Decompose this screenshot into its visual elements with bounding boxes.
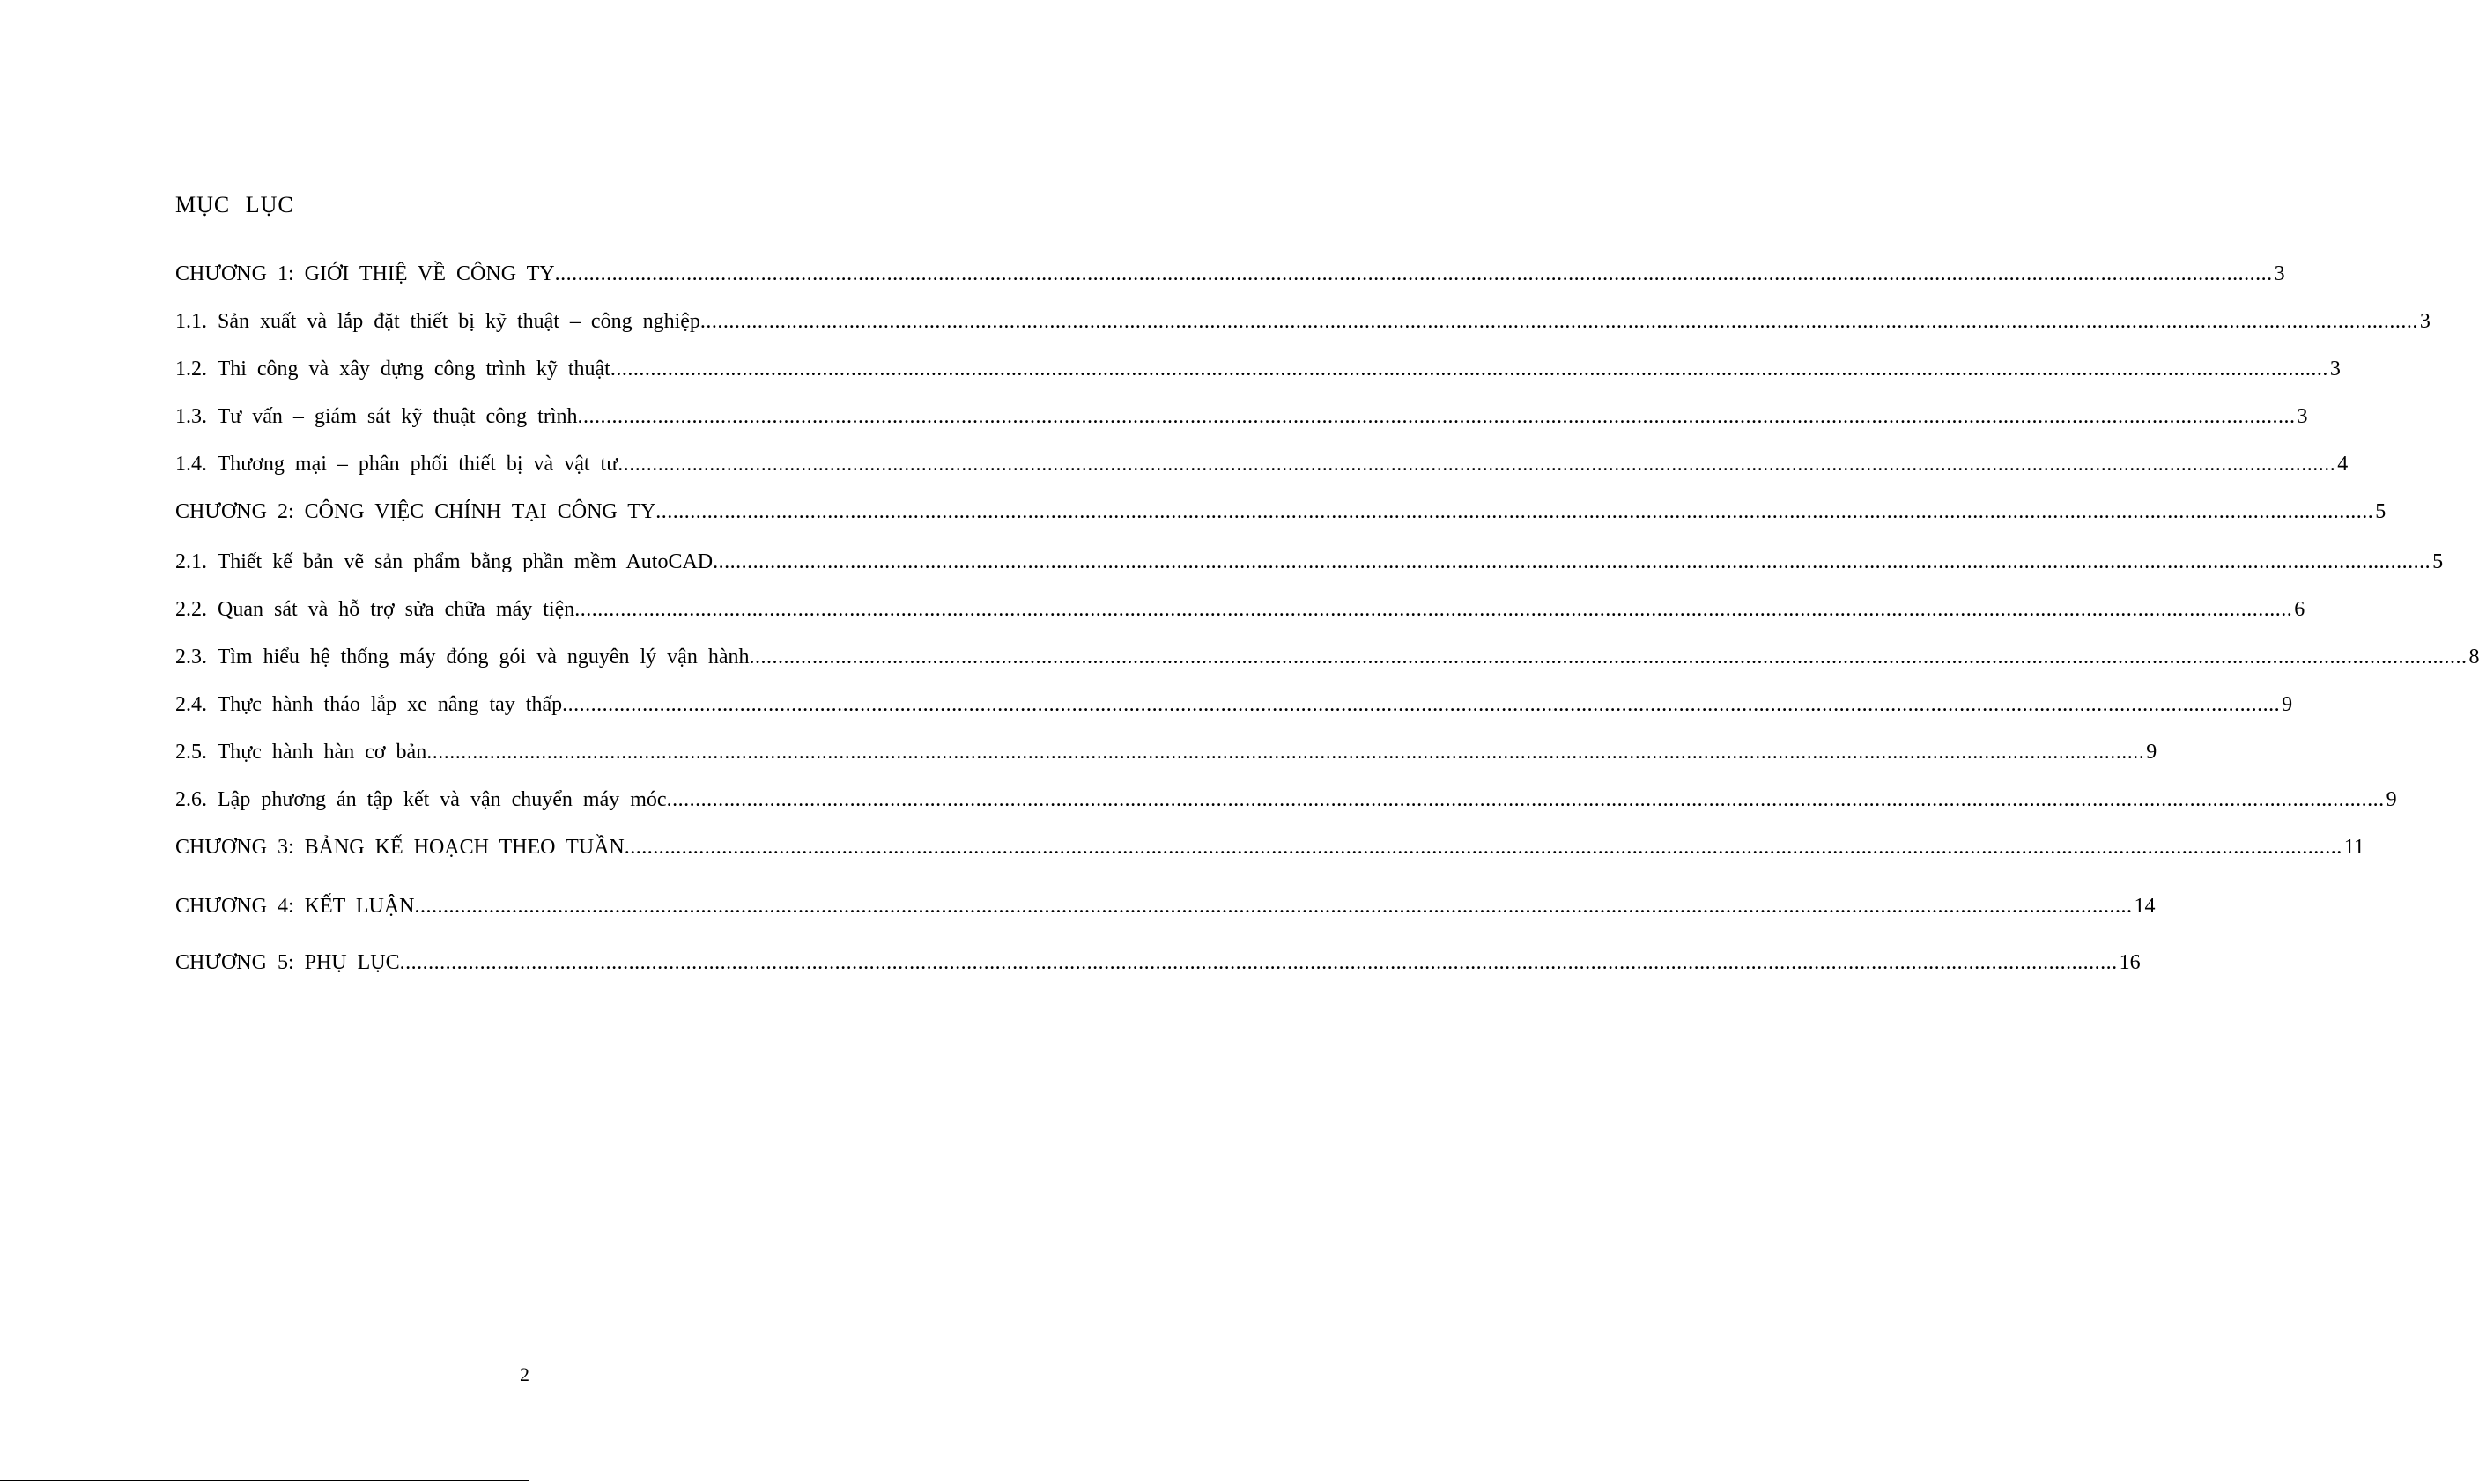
footer-divider <box>0 1480 529 1481</box>
toc-entry[interactable] <box>175 836 2364 864</box>
toc-leader-dots: ............................................................................................................................................................................................................................................................................................................ <box>414 895 2133 918</box>
toc-entry-page: 6 <box>2294 598 2305 621</box>
toc-entry[interactable] <box>175 895 2156 923</box>
toc-entry-text: 2.4. Thực hành tháo lắp xe nâng tay thấp <box>175 693 563 716</box>
toc-entry-page: 4 <box>2337 453 2349 476</box>
toc-leader-dots: ............................................................................................................................................................................................................................................................................................................ <box>574 598 2293 621</box>
toc-entry-text: 2.6. Lập phương án tập kết và vận chuyển máy móc <box>175 788 667 811</box>
toc-entry-page: 5 <box>2375 500 2386 523</box>
toc-title: MỤC LỤC <box>175 192 294 218</box>
toc-entry-text: CHƯƠNG 4: KẾT LUẬN <box>175 895 415 918</box>
toc-entry-text: 1.4. Thương mại – phân phối thiết bị và vật tư <box>175 453 618 476</box>
toc-entry-page: 8 <box>2468 646 2479 668</box>
toc-entry-page: 14 <box>2134 895 2156 918</box>
page-number: 2 <box>520 1363 529 1385</box>
toc-entry[interactable] <box>175 310 2431 338</box>
toc-entry[interactable] <box>175 741 2157 769</box>
toc-entry-page: 9 <box>2282 693 2293 716</box>
toc-entry-page: 9 <box>2146 741 2157 764</box>
toc-entry-page: 3 <box>2274 262 2285 285</box>
toc-entry[interactable] <box>175 358 2341 386</box>
toc-leader-dots: ............................................................................................................................................................................................................................................................................................................ <box>713 550 2431 573</box>
toc-entry[interactable] <box>175 951 2141 979</box>
toc-leader-dots: ............................................................................................................................................................................................................................................................................................................ <box>610 358 2328 380</box>
toc-entry-page: 3 <box>2329 358 2341 380</box>
toc-entry[interactable] <box>175 693 2293 721</box>
toc-entry-text: 2.2. Quan sát và hỗ trợ sửa chữa máy tiện <box>175 598 575 621</box>
toc-entry-text: 2.3. Tìm hiểu hệ thống máy đóng gói và nguyên lý vận hành <box>175 646 750 668</box>
toc-entry-page: 3 <box>2297 405 2308 428</box>
toc-entry[interactable] <box>175 646 2479 674</box>
toc-entry-text: 2.5. Thực hành hàn cơ bản <box>175 741 427 764</box>
toc-entry-page: 5 <box>2432 550 2444 573</box>
toc-leader-dots: ............................................................................................................................................................................................................................................................................................................ <box>655 500 2374 523</box>
toc-entry[interactable] <box>175 788 2397 816</box>
toc-entry[interactable] <box>175 550 2444 579</box>
toc-leader-dots: ............................................................................................................................................................................................................................................................................................................ <box>426 741 2145 764</box>
toc-entry[interactable] <box>175 453 2349 481</box>
toc-entry[interactable] <box>175 598 2305 626</box>
toc-entry-page: 3 <box>2419 310 2431 333</box>
toc-leader-dots: ............................................................................................................................................................................................................................................................................................................ <box>624 836 2342 859</box>
toc-entry-page: 11 <box>2343 836 2364 859</box>
toc-entry-text: 1.1. Sản xuất và lắp đặt thiết bị kỹ thuật – công nghiệp <box>175 310 700 333</box>
toc-entry-text: 1.3. Tư vấn – giám sát kỹ thuật công trình <box>175 405 578 428</box>
toc-leader-dots: ............................................................................................................................................................................................................................................................................................................ <box>618 453 2336 476</box>
toc-leader-dots: ............................................................................................................................................................................................................................................................................................................ <box>666 788 2385 811</box>
toc-leader-dots: ............................................................................................................................................................................................................................................................................................................ <box>554 262 2273 285</box>
toc-entry-page: 16 <box>2119 951 2141 974</box>
toc-leader-dots: ............................................................................................................................................................................................................................................................................................................ <box>577 405 2296 428</box>
toc-leader-dots: ............................................................................................................................................................................................................................................................................................................ <box>399 951 2118 974</box>
toc-entry[interactable] <box>175 262 2285 291</box>
toc-entry-text: 2.1. Thiết kế bản vẽ sản phẩm bằng phần mềm AutoCAD <box>175 550 714 573</box>
toc-entry-text: CHƯƠNG 1: GIỚI THIỆ VỀ CÔNG TY <box>175 262 555 285</box>
toc-entry-text: CHƯƠNG 3: BẢNG KẾ HOẠCH THEO TUẦN <box>175 836 625 859</box>
toc-entry-text: CHƯƠNG 2: CÔNG VIỆC CHÍNH TẠI CÔNG TY <box>175 500 656 523</box>
toc-leader-dots: ............................................................................................................................................................................................................................................................................................................ <box>699 310 2418 333</box>
toc-entry[interactable] <box>175 405 2308 433</box>
toc-entry-text: CHƯƠNG 5: PHỤ LỤC <box>175 951 400 974</box>
toc-leader-dots: ............................................................................................................................................................................................................................................................................................................ <box>562 693 2281 716</box>
toc-entry-page: 9 <box>2386 788 2397 811</box>
toc-leader-dots: ............................................................................................................................................................................................................................................................................................................ <box>749 646 2468 668</box>
toc-entry-text: 1.2. Thi công và xây dựng công trình kỹ thuật <box>175 358 610 380</box>
toc-entry[interactable] <box>175 500 2386 528</box>
